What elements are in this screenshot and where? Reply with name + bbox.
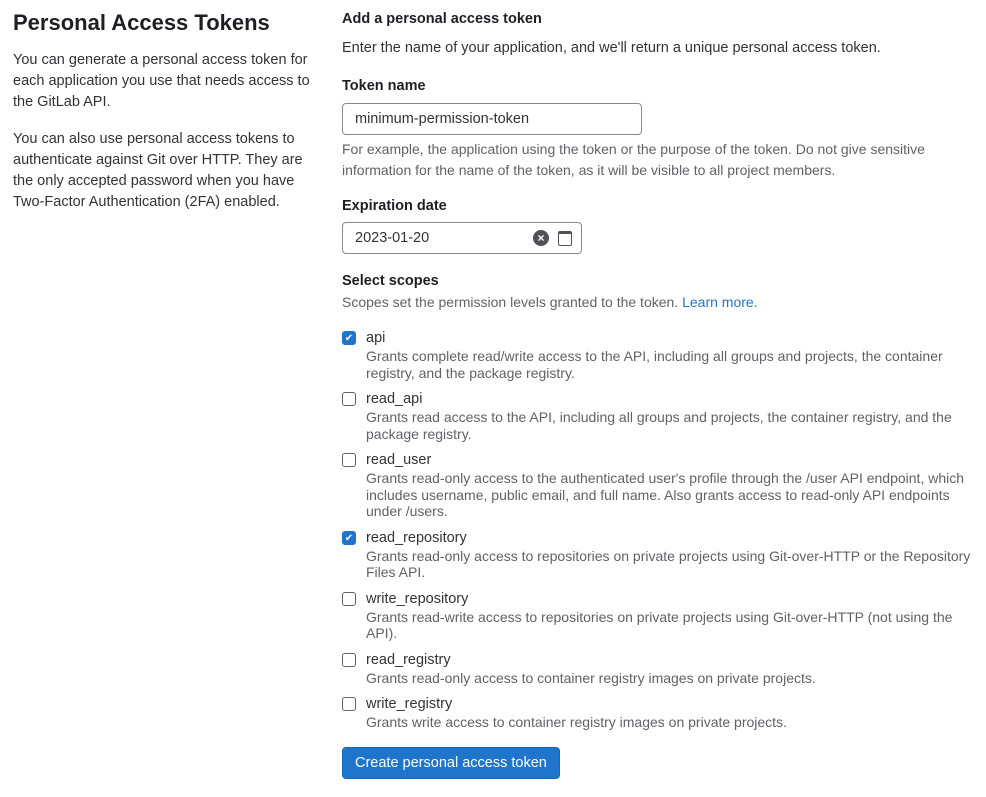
scope-list <box>342 328 972 731</box>
calendar-icon[interactable] <box>558 231 572 246</box>
scope-read-user <box>342 450 972 520</box>
scope-write-repository <box>342 589 972 642</box>
scope-checkbox[interactable] <box>342 592 356 606</box>
form-intro: Enter the name of your application, and we'll return a unique personal access token. <box>342 40 881 56</box>
scope-description: Grants read-write access to repositories on private projects using Git-over-HTTP (not using the API). <box>366 608 953 641</box>
sidebar <box>13 8 318 229</box>
expiration-label: Expiration date <box>342 198 447 214</box>
scope-label[interactable]: read_api <box>366 391 423 407</box>
expiration-value: 2023-01-20 <box>355 230 430 246</box>
expiration-date-input[interactable] <box>342 222 582 254</box>
create-token-button[interactable]: Create personal access token <box>342 747 560 779</box>
clear-icon[interactable]: × <box>533 230 549 246</box>
scope-read-repository <box>342 528 972 581</box>
scope-checkbox[interactable] <box>342 653 356 667</box>
token-name-input[interactable] <box>342 103 642 135</box>
scopes-help: Scopes set the permission levels granted to the token. Learn more. <box>342 294 758 310</box>
scope-read-api <box>342 389 972 442</box>
scope-label[interactable]: write_repository <box>366 590 469 607</box>
scope-checkbox[interactable]: ✔ <box>342 331 356 345</box>
description: You can also use personal access tokens to authenticate against Git over HTTP. They are the only accepted password when you have Two-Factor Authentication (2FA) enabled. <box>13 131 303 210</box>
scope-checkbox[interactable]: ✔ <box>342 531 356 545</box>
token-name-help: For example, the application using the token or the purpose of the token. Do not give sensitive information for the name of the token, as it will be visible to all project members. <box>342 141 925 178</box>
scope-description: Grants read-only access to the authenticated user's profile through the /user API endpoint, which includes username, public email, and full name. Also grants access to read-only API endpoints under /users. <box>366 470 965 519</box>
scope-description: Grants read access to the API, including all groups and projects, the container registry, and the package registry. <box>366 409 952 442</box>
scope-description: Grants complete read/write access to the API, including all groups and projects, the container registry, and the package registry. <box>366 348 943 381</box>
token-name-label: Token name <box>342 78 426 94</box>
form-title: Add a personal access token <box>342 11 542 27</box>
scope-label[interactable]: read_user <box>366 452 432 468</box>
description: You can generate a personal access token for each application you use that needs access to the GitLab API. <box>13 52 310 110</box>
scopes-label: Select scopes <box>342 273 439 289</box>
scope-label[interactable]: write_registry <box>366 696 453 712</box>
scope-label[interactable]: read_registry <box>366 651 451 668</box>
scope-description: Grants read-only access to repositories on private projects using Git-over-HTTP or the Repository Files API. <box>366 547 971 580</box>
scope-description: Grants read-only access to container registry images on private projects. <box>366 669 816 686</box>
scope-description: Grants write access to container registry images on private projects. <box>366 714 787 730</box>
scope-read-registry <box>342 650 972 687</box>
scope-write-registry <box>342 694 972 731</box>
scope-checkbox[interactable] <box>342 697 356 711</box>
scope-api <box>342 328 972 381</box>
token-form <box>342 8 972 779</box>
scope-checkbox[interactable] <box>342 392 356 406</box>
scope-label[interactable]: read_repository <box>366 529 467 546</box>
scope-label[interactable]: api <box>366 330 386 346</box>
scope-checkbox[interactable] <box>342 453 356 467</box>
learn-more-link[interactable]: Learn more. <box>682 294 758 310</box>
page-title: Personal Access Tokens <box>13 10 270 35</box>
